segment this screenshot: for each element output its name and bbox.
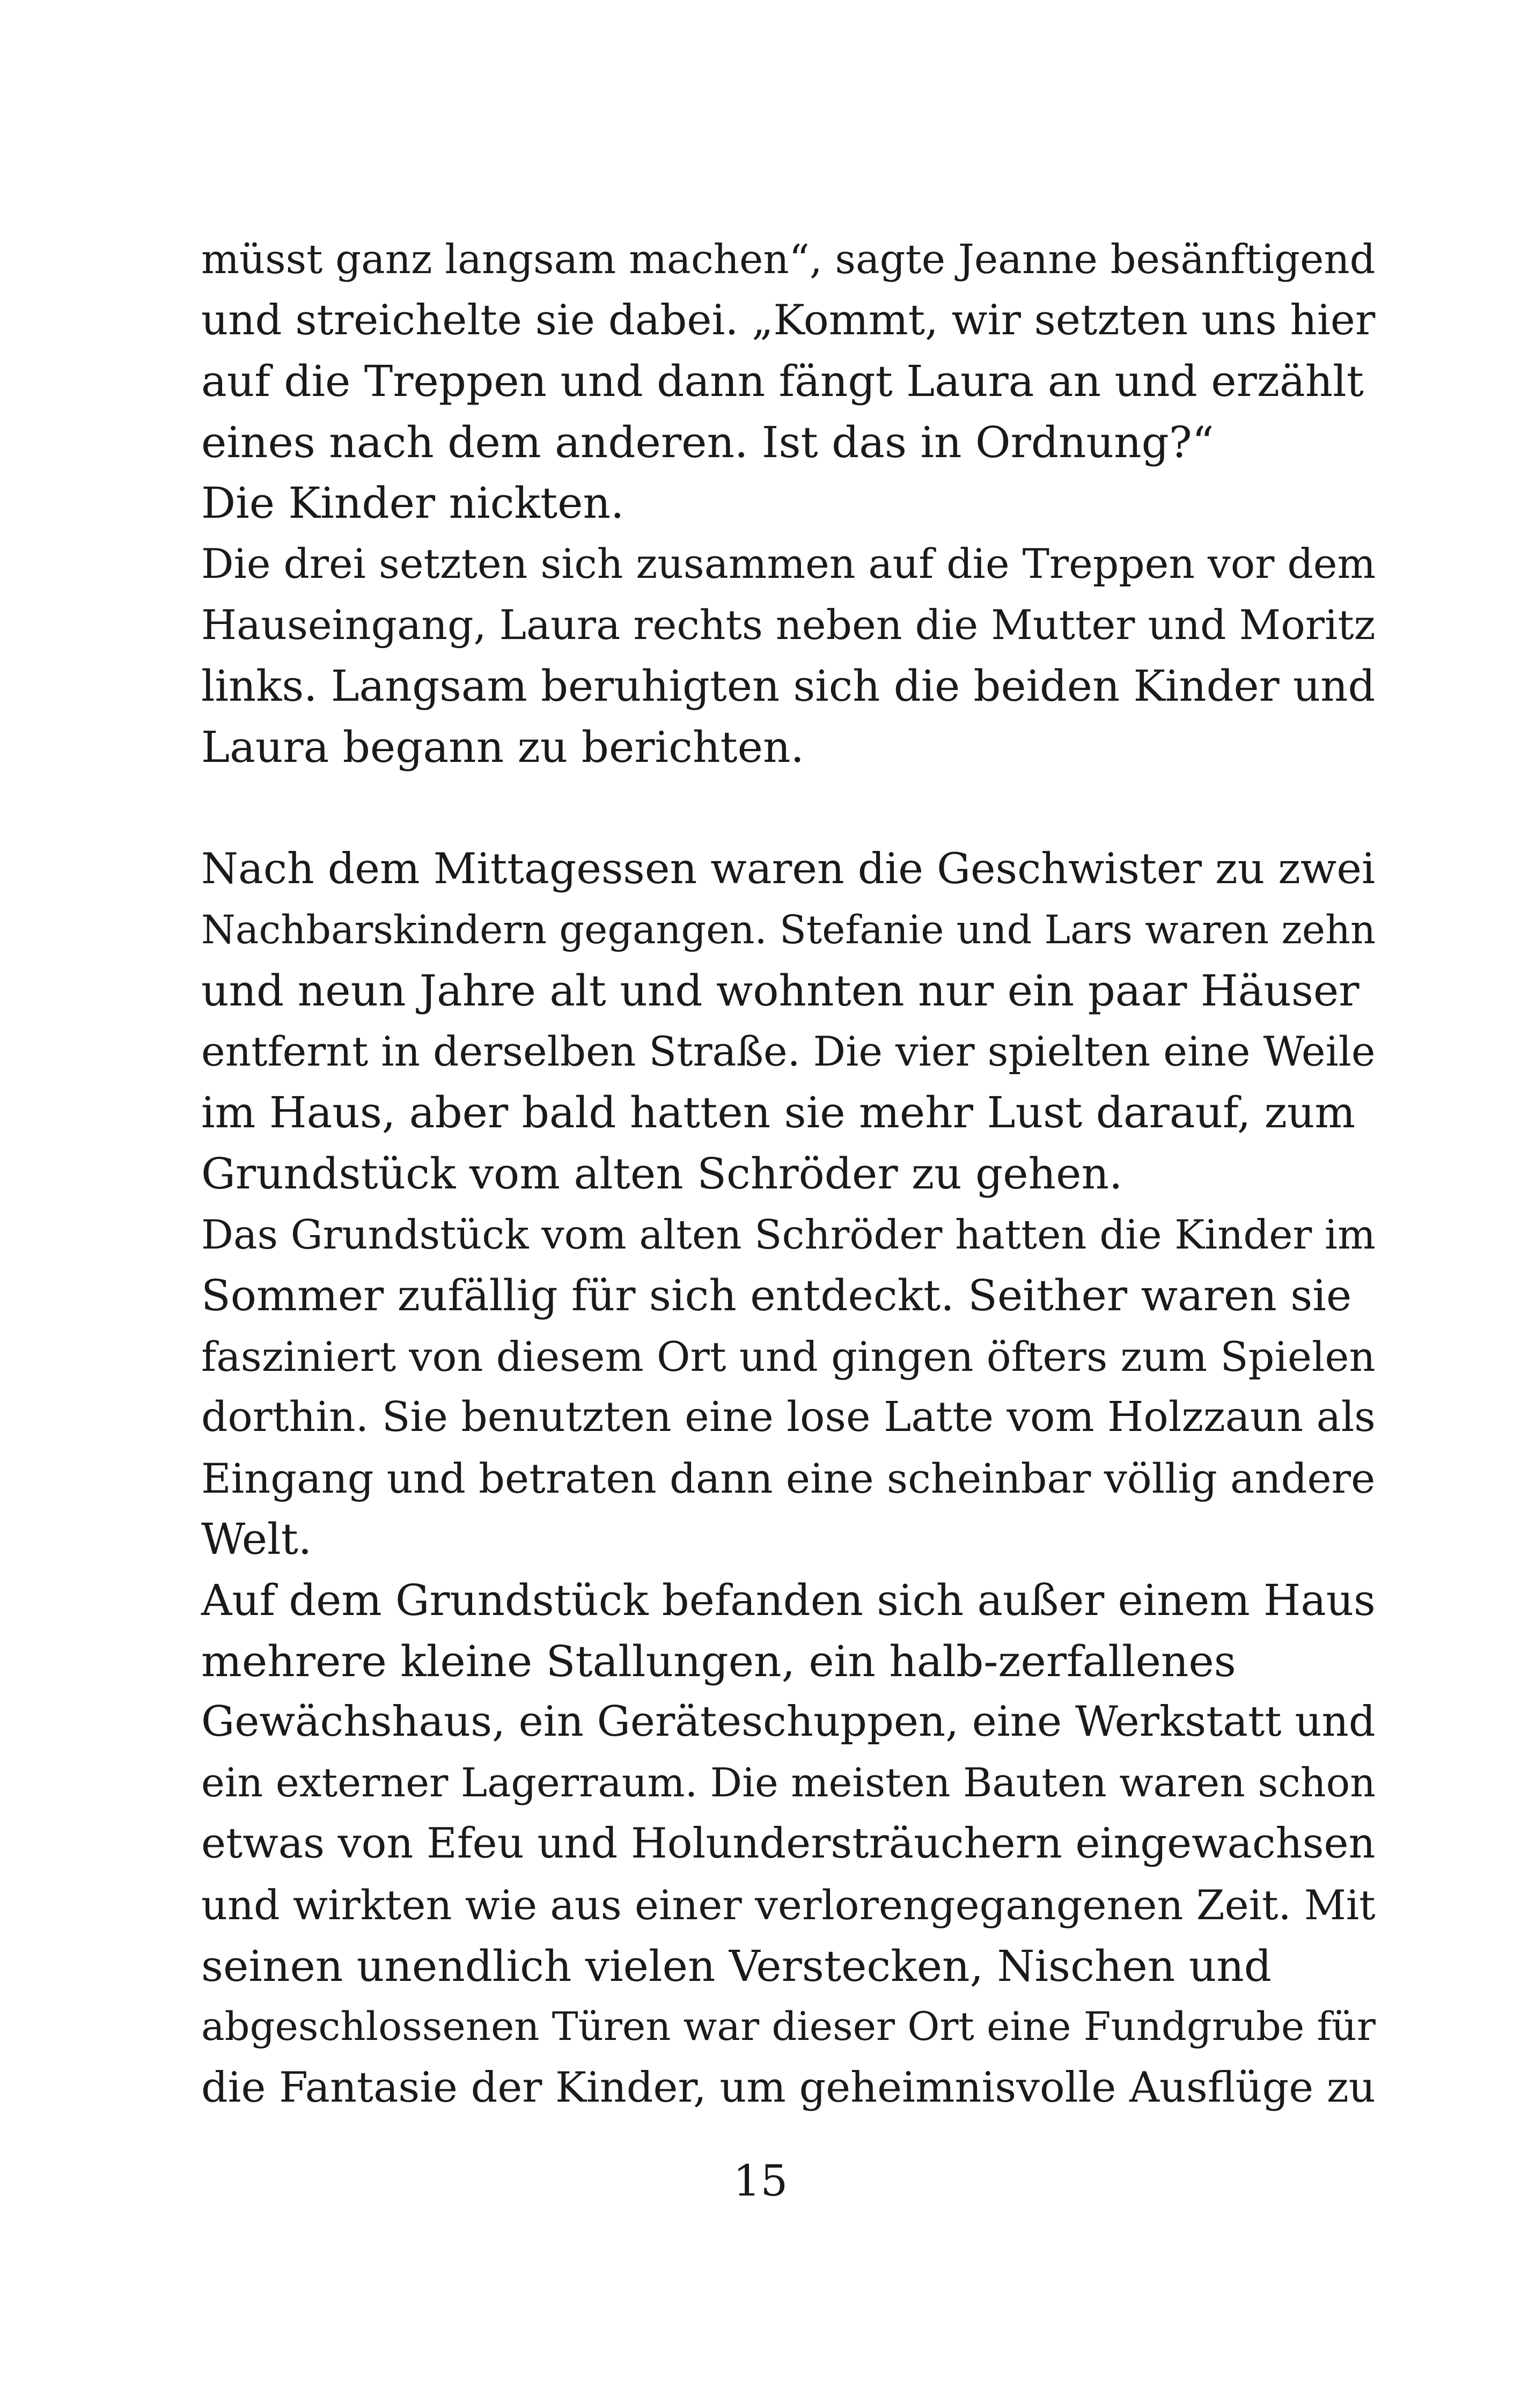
text-line: und wirkten wie aus einer verlorengegangenen Zeit. Mit	[201, 1881, 1376, 1929]
page-number: 15	[733, 2156, 788, 2206]
text-line: Das Grundstück vom alten Schröder hatten die Kinder im	[201, 1211, 1376, 1258]
text-line: im Haus, aber bald hatten sie mehr Lust darauf, zum	[201, 1088, 1356, 1138]
text-line: etwas von Efeu und Holundersträuchern eingewachsen	[201, 1819, 1376, 1868]
paragraph-break	[201, 777, 1382, 839]
text-line: und streichelte sie dabei. „Kommt, wir setzten uns hier	[201, 296, 1376, 344]
text-line: Die Kinder nickten.	[201, 478, 624, 528]
text-line: Gewächshaus, ein Geräteschuppen, eine Werkstatt und	[201, 1698, 1376, 1746]
text-line: Die drei setzten sich zusammen auf die Treppen vor dem	[201, 540, 1376, 588]
text-line: müsst ganz langsam machen“, sagte Jeanne besänftigend	[201, 236, 1376, 283]
text-line: fasziniert von diesem Ort und gingen öfters zum Spielen	[201, 1332, 1376, 1381]
text-line: Nachbarskindern gegangen. Stefanie und Lars waren zehn	[201, 907, 1376, 953]
paragraph-5	[201, 1205, 1382, 1570]
text-line: Nach dem Mittagessen waren die Geschwister zu zwei	[201, 843, 1376, 893]
text-line: links. Langsam beruhigten sich die beiden Kinder und	[201, 661, 1376, 711]
paragraph-3	[201, 534, 1382, 777]
body-text	[201, 229, 1382, 2118]
text-line: abgeschlossenen Türen war dieser Ort eine Fundgrube für	[201, 2004, 1376, 2050]
text-line: Hauseingang, Laura rechts neben die Mutter und Moritz	[201, 601, 1376, 649]
text-line: Eingang und betraten dann eine scheinbar völlig andere	[201, 1454, 1376, 1502]
text-line: auf die Treppen und dann fängt Laura an und erzählt	[201, 356, 1364, 407]
text-line: und neun Jahre alt und wohnten nur ein paar Häuser	[201, 966, 1360, 1016]
text-line: entfernt in derselben Straße. Die vier spielten eine Weile	[201, 1027, 1376, 1075]
paragraph-4	[201, 839, 1382, 1205]
text-line: mehrere kleine Stallungen, ein halb-zerfallenes	[201, 1636, 1236, 1686]
text-line: ein externer Lagerraum. Die meisten Bauten waren schon	[201, 1759, 1376, 1806]
text-line: Auf dem Grundstück befanden sich außer einem Haus	[201, 1575, 1376, 1626]
text-line: Welt.	[201, 1514, 312, 1565]
text-line: seinen unendlich vielen Verstecken, Nischen und	[201, 1941, 1272, 1991]
paragraph-1	[201, 229, 1382, 473]
text-line: Grundstück vom alten Schröder zu gehen.	[201, 1148, 1123, 1199]
paragraph-6	[201, 1570, 1382, 2118]
text-line: Sommer zufällig für sich entdeckt. Seither waren sie	[201, 1271, 1352, 1321]
text-line: eines nach dem anderen. Ist das in Ordnung?“	[201, 417, 1214, 467]
paragraph-2	[201, 473, 1382, 534]
text-line: Laura begann zu berichten.	[201, 722, 804, 772]
text-line: dorthin. Sie benutzten eine lose Latte vom Holzzaun als	[201, 1393, 1376, 1442]
text-line: die Fantasie der Kinder, um geheimnisvolle Ausflüge zu	[201, 2063, 1376, 2112]
